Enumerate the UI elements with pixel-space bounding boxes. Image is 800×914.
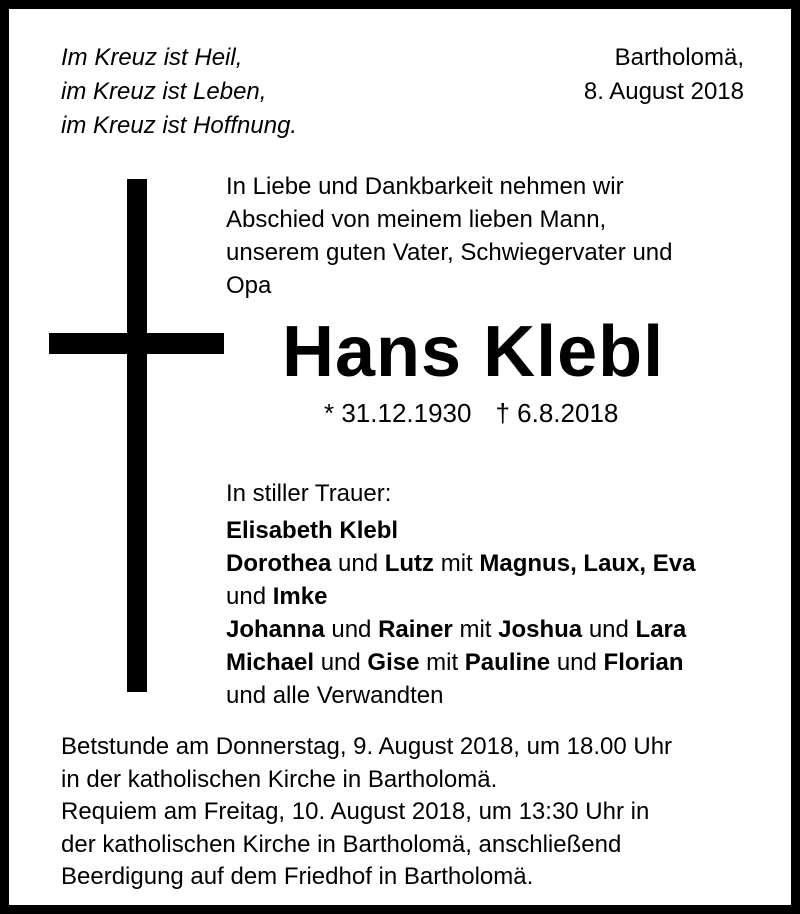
mourner-name: Laux [583, 550, 640, 577]
separator: , [570, 550, 577, 577]
notice-date: 8. August 2018 [583, 78, 744, 105]
service-line: Betstunde am Donnerstag, 9. August 2018, um 18.00 Uhr [61, 733, 673, 760]
mourning-heading: In stiller Trauer: [226, 480, 392, 507]
place: Bartholomä, [614, 44, 744, 71]
verse-line: im Kreuz ist Leben, [61, 78, 267, 105]
mourner-name: Eva [652, 550, 696, 577]
service-line: in der katholischen Kirche in Bartholomä. [61, 765, 498, 793]
mourner-widow [226, 514, 695, 547]
service-line: Beerdigung auf dem Friedhof in Bartholomä. [61, 863, 534, 890]
mourner-name: Magnus [479, 550, 571, 577]
mourner-family-3 [226, 646, 695, 679]
mourner-name: Rainer [378, 616, 453, 643]
verse-line: Im Kreuz ist Heil, [61, 44, 243, 71]
conjunction: mit [459, 616, 492, 643]
conjunction: mit [426, 649, 459, 676]
intro-line: unserem guten Vater, Schwiegervater und [226, 239, 673, 266]
mourner-name: Imke [272, 583, 328, 610]
mourner-name: Joshua [498, 616, 583, 643]
mourner-family-2 [226, 613, 695, 646]
intro-text [226, 170, 672, 302]
conjunction: und [320, 649, 361, 676]
service-line: Requiem am Freitag, 10. August 2018, um 13:30 Uhr in [61, 798, 650, 825]
mourner-name: Elisabeth Klebl [226, 517, 399, 544]
mourner-name: Lutz [384, 550, 435, 577]
death-date: † 6.8.2018 [495, 398, 619, 428]
mourner-family-1 [226, 547, 695, 580]
relatives: und alle Verwandten [226, 682, 444, 709]
conjunction: und [338, 550, 379, 577]
life-dates [324, 395, 618, 431]
mourner-name: Dorothea [226, 550, 332, 577]
conjunction: und [331, 616, 372, 643]
service-line: der katholischen Kirche in Bartholomä, anschließend [61, 830, 622, 858]
conjunction: und [588, 616, 629, 643]
deceased-name: Hans Klebl [282, 312, 665, 392]
conjunction: und [556, 649, 597, 676]
cross-icon-vertical-beam [127, 179, 147, 692]
verse-line: im Kreuz ist Hoffnung. [61, 112, 298, 139]
service-info [61, 731, 672, 894]
intro-line: Abschied von meinem lieben Mann, [226, 206, 607, 233]
birth-date: * 31.12.1930 [324, 398, 472, 428]
separator: , [639, 550, 647, 577]
place-and-date [584, 41, 744, 109]
mourner-name: Gise [367, 649, 420, 676]
mourner-family-1-cont [226, 580, 695, 613]
mourner-name: Florian [603, 649, 684, 676]
mourner-name: Pauline [464, 649, 551, 676]
mourners-list [226, 477, 695, 712]
mourner-name: Johanna [226, 616, 325, 643]
bible-verse [61, 41, 297, 143]
conjunction: mit [440, 550, 473, 577]
intro-line: In Liebe und Dankbarkeit nehmen wir [226, 173, 624, 200]
mourner-name: Lara [635, 616, 687, 643]
mourner-name: Michael [226, 649, 315, 676]
conjunction: und [226, 583, 267, 610]
intro-line: Opa [226, 272, 272, 299]
